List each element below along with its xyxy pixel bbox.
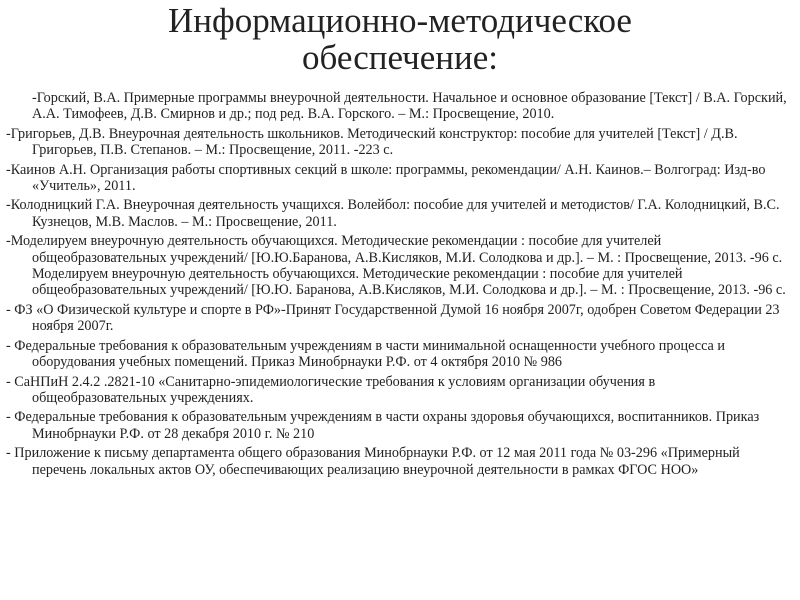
reference-item-kolodnitsky: -Колодницкий Г.А. Внеурочная деятельность учащихся. Волейбол: пособие для учителей и методистов/ Г.А. Колодницкий, В.С. Кузнецов, М.В. Маслов. – М.: Просвещение, 2011. (6, 197, 780, 230)
reference-item-kainov: -Каинов А.Н. Организация работы спортивных секций в школе: программы, рекомендации/ А.Н. Каинов.– Волгоград: Изд-во «Учитель», 2011. (6, 161, 766, 195)
slide-title (0, 2, 800, 76)
reference-item-modeliruem: -Моделируем внеурочную деятельность обучающихся. Методические рекомендации : пособие для учителей общеобразовательных учреждений/ [Ю.Ю.Баранова, А.В.Кисляков, М.И. Солодкова и др.]. – М. : Просвещение, 2013. -96 с. Моделируем внеурочную деятельность обучающихся. Методические рекомендации : пособие для учителей общеобразовательных учреждений/ [Ю.Ю. Баранова, А.В.Кисляков, М.И. Солодкова и др.]. – М. : Просвещение, 2013. -96 с. (6, 233, 786, 299)
reference-item-fed-req-health: - Федеральные требования к образовательным учреждениям в части охраны здоровья обучающихся, воспитанников. Приказ Минобрнауки Р.Ф. от 28 декабря 2010 г. № 210 (6, 409, 760, 442)
reference-item-sanpin: - СаНПиН 2.4.2 .2821-10 «Санитарно-эпидемиологические требования к условиям организации обучения в общеобразовательных учреждениях. (6, 373, 656, 406)
reference-item-grigoriev: -Григорьев, Д.В. Внеурочная деятельность школьников. Методический конструктор: пособие для учителей [Текст] / Д.В. Григорьев, П.В. Степанов. – М.: Просвещение, 2011. -223 с. (6, 125, 738, 159)
reference-item-fz-sport: - ФЗ «О Физической культуре и спорте в РФ»-Принят Государственной Думой 16 ноября 2007г, одобрен Советом Федерации 23 ноября 2007г. (6, 301, 780, 335)
slide-title-line-1: Информационно-методическое (168, 1, 632, 40)
slide-title-line-2: обеспечение: (301, 38, 499, 77)
reference-item-letter-attachment: - Приложение к письму департамента общего образования Минобрнауки Р.Ф. от 12 мая 2011 года № 03-296 «Примерный перечень локальных актов ОУ, обеспечивающих реализацию внеурочной деятельности в рамках ФГОС НОО» (6, 445, 740, 478)
reference-list (6, 90, 790, 481)
reference-item-fed-req-equipment: - Федеральные требования к образовательным учреждениям в части минимальной оснащенности учебного процесса и оборудования учебных помещений. Приказ Минобрнауки Р.Ф. от 4 октября 2010 № 986 (6, 337, 725, 371)
reference-item-gorsky: -Горский, В.А. Примерные программы внеурочной деятельности. Начальное и основное образование [Текст] / В.А. Горский, А.А. Тимофеев, Д.В. Смирнов и др.; под ред. В.А. Горского. – М.: Просвещение, 2010. (32, 90, 787, 123)
